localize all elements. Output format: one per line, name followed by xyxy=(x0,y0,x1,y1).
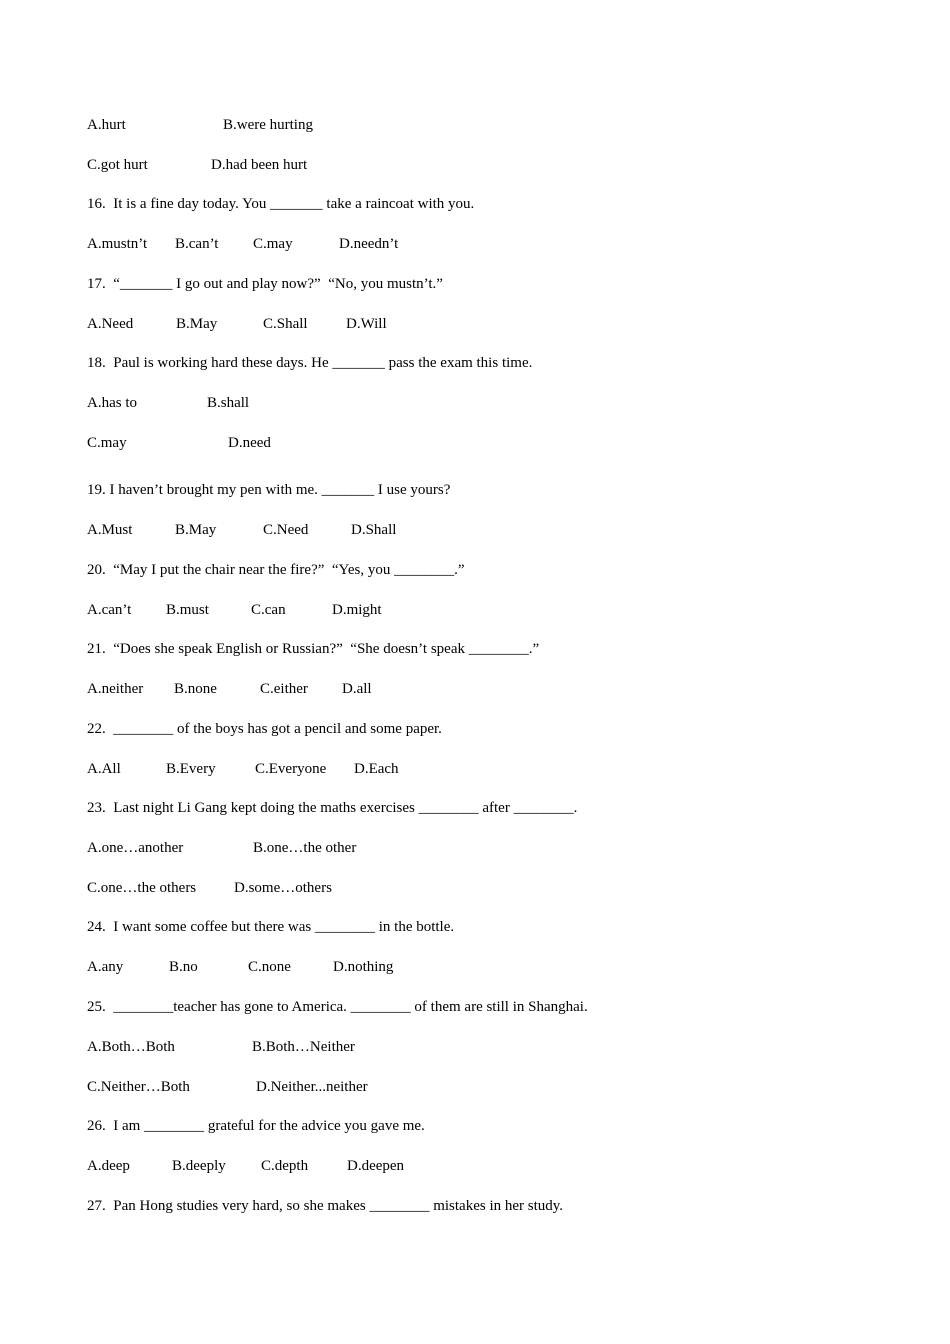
q16-option-d: D.needn’t xyxy=(339,236,399,252)
q22-question: 22. ________ of the boys has got a pencil and some paper. xyxy=(87,721,442,737)
q23-option-a: A.one…another xyxy=(87,840,184,856)
q19-option-c: C.Need xyxy=(263,522,309,538)
q20-option-d: D.might xyxy=(332,602,382,618)
q15-option-c: C.got hurt xyxy=(87,157,148,173)
q21-option-c: C.either xyxy=(260,681,308,697)
q19-question: 19. I haven’t brought my pen with me. _______ I use yours? xyxy=(87,482,451,498)
q26-option-d: D.deepen xyxy=(347,1158,405,1174)
q22-option-c: C.Everyone xyxy=(255,761,327,777)
q17-option-a: A.Need xyxy=(87,316,134,332)
q26-option-a: A.deep xyxy=(87,1158,130,1174)
q20-option-b: B.must xyxy=(166,602,209,618)
q20-option-c: C.can xyxy=(251,602,286,618)
q19-option-a: A.Must xyxy=(87,522,133,538)
q22-option-a: A.All xyxy=(87,761,121,777)
q16-option-b: B.can’t xyxy=(175,236,219,252)
q24-option-d: D.nothing xyxy=(333,959,394,975)
q16-option-a: A.mustn’t xyxy=(87,236,148,252)
q26-question: 26. I am ________ grateful for the advice you gave me. xyxy=(87,1118,425,1134)
q19-option-d: D.Shall xyxy=(351,522,397,538)
q25-option-c: C.Neither…Both xyxy=(87,1079,190,1095)
q25-option-d: D.Neither...neither xyxy=(256,1079,368,1095)
q17-option-c: C.Shall xyxy=(263,316,308,332)
q21-option-a: A.neither xyxy=(87,681,144,697)
q24-question: 24. I want some coffee but there was ________ in the bottle. xyxy=(87,919,455,935)
q21-question: 21. “Does she speak English or Russian?” “She doesn’t speak ________.” xyxy=(87,641,540,657)
q25-option-b: B.Both…Neither xyxy=(252,1039,355,1055)
q23-option-b: B.one…the other xyxy=(253,840,357,856)
q18-option-d: D.need xyxy=(228,435,271,451)
q19-option-b: B.May xyxy=(175,522,217,538)
q24-option-c: C.none xyxy=(248,959,291,975)
q18-option-b: B.shall xyxy=(207,395,250,411)
q20-question: 20. “May I put the chair near the fire?” “Yes, you ________.” xyxy=(87,562,465,578)
q17-option-b: B.May xyxy=(176,316,218,332)
q16-question: 16. It is a fine day today. You _______ take a raincoat with you. xyxy=(87,196,475,212)
q18-option-a: A.has to xyxy=(87,395,137,411)
q16-option-c: C.may xyxy=(253,236,293,252)
q18-option-c: C.may xyxy=(87,435,127,451)
q25-option-a: A.Both…Both xyxy=(87,1039,175,1055)
q15-option-b: B.were hurting xyxy=(223,117,313,133)
q23-option-c: C.one…the others xyxy=(87,880,197,896)
q15-option-a: A.hurt xyxy=(87,117,126,133)
q22-option-b: B.Every xyxy=(166,761,216,777)
q15-option-d: D.had been hurt xyxy=(211,157,308,173)
q26-option-b: B.deeply xyxy=(172,1158,226,1174)
q21-option-d: D.all xyxy=(342,681,372,697)
q17-question: 17. “_______ I go out and play now?” “No, you mustn’t.” xyxy=(87,276,443,292)
q24-option-b: B.no xyxy=(169,959,198,975)
q27-question: 27. Pan Hong studies very hard, so she makes ________ mistakes in her study. xyxy=(87,1198,564,1214)
q17-option-d: D.Will xyxy=(346,316,387,332)
q23-option-d: D.some…others xyxy=(234,880,332,896)
q21-option-b: B.none xyxy=(174,681,217,697)
q18-question: 18. Paul is working hard these days. He _______ pass the exam this time. xyxy=(87,355,533,371)
q22-option-d: D.Each xyxy=(354,761,399,777)
q24-option-a: A.any xyxy=(87,959,124,975)
q25-question: 25. ________teacher has gone to America. ________ of them are still in Shanghai. xyxy=(87,999,588,1015)
q26-option-c: C.depth xyxy=(261,1158,309,1174)
q20-option-a: A.can’t xyxy=(87,602,132,618)
q23-question: 23. Last night Li Gang kept doing the maths exercises ________ after ________. xyxy=(87,800,578,816)
